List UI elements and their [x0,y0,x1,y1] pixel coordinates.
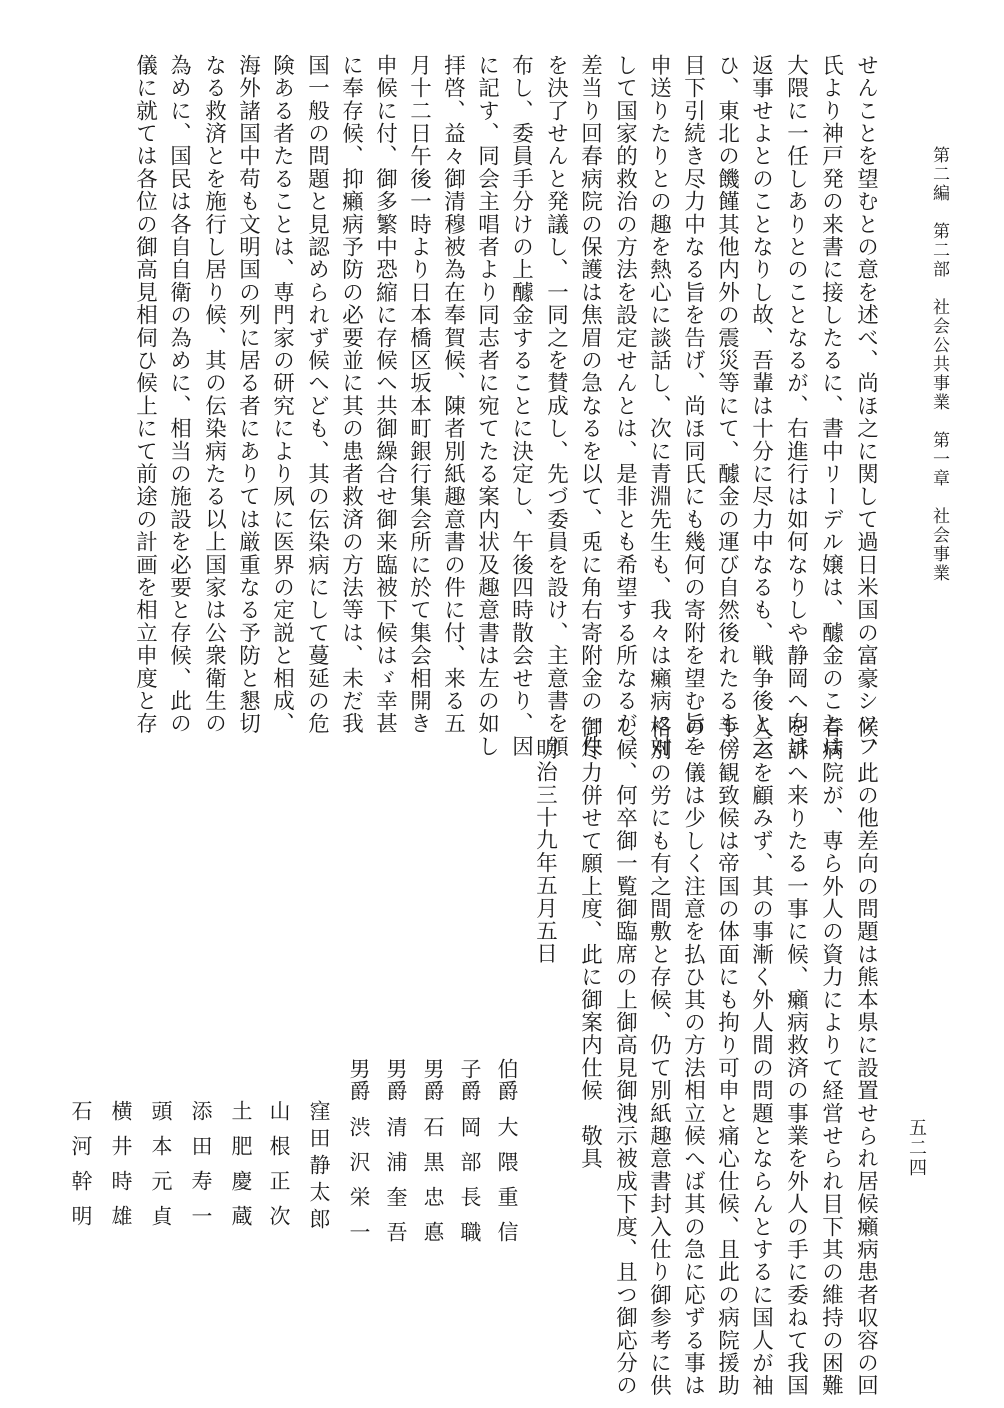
signatory [496,1058,517,1256]
signatory [459,1058,480,1256]
signatory-name: 横井時雄 [109,1100,133,1240]
text-line: 候、此の他差向の問題は熊本県に設置せられ居候癩病患者収容の回 [853,716,879,1397]
signatory [230,1100,251,1240]
text-line: を訴へ来りたる一事に候、癩病救済の事業を外人の手に委ねて我国 [783,716,809,1397]
signatory [422,1058,443,1256]
page-number: 五二四 [906,1118,927,1178]
text-line: 春病院が、専ら外人の資力によりて経営せられ目下其の維持の困難 [818,716,844,1397]
text-line: 拝啓、益々御清穆被為在奉賀候、陳者別紙趣意書の件に付、来る五 [440,54,466,735]
text-line: 布し、委員手分けの上醵金することに決定し、午後四時散会せり、因 [508,54,534,758]
text-line: 手傍観致候は帝国の体面にも拘り可申と痛心仕候、且此の病院援助 [714,716,740,1397]
signatory-title: 伯爵 [495,1058,519,1102]
running-header: 第二編 第二部 社会公共事業 第一章 社会事業 [929,146,949,583]
text-line: 大隈に一任しありとのことなるが、右進行は如何なりしや静岡へ向け [783,54,809,758]
text-line: ひ、東北の饑饉其他内外の震災等にて、醵金の運び自然後れたるも、 [714,54,740,758]
text-line: を決了せんと発議し、一同之を賛成し、先づ委員を設け、主意書を頒 [543,54,569,758]
text-line: 険ある者たることは、専門家の研究により夙に医界の定説と相成、 [269,54,295,735]
signatory-name: 渋沢栄一 [347,1116,371,1256]
text-line: 為めに、国民は各自自衛の為めに、相当の施設を必要と存候、此の [166,54,192,735]
signatory-name: 石河幹明 [69,1100,93,1240]
signatory-name: 石黒忠悳 [421,1116,445,1256]
signatory-name: 清浦奎吾 [384,1116,408,1256]
text-line: 国一般の問題と見認められず候へども、其の伝染病にして蔓延の危 [304,54,330,735]
text-line: なる救済とを施行し居り候、其の伝染病たる以上国家は公衆衛生の [201,54,227,735]
signatory-name: 山根正次 [267,1100,291,1240]
letter-date: 明治三十九年五月五日 [532,738,558,965]
text-line: し候、何卒御一覧御臨席の上御高見御洩示被成下度、且つ御応分の [612,716,638,1397]
text-line: 御尽力併せて願上度、此に御案内仕候 敬具 [577,716,603,1170]
signatory-title: 男爵 [421,1058,445,1102]
text-line: に奉存候、抑癩病予防の必要並に其の患者救済の方法等は、未だ我 [338,54,364,735]
signatory [190,1100,211,1240]
signatory [268,1100,289,1240]
text-line: 氏より神戸発の来書に接したるに、書中リーデル嬢は、醵金のことは [818,54,844,758]
text-line: に記す、同会主唱者より同志者に宛てたる案内状及趣意書は左の如し [474,54,500,758]
text-line: せんことを望むとの意を述べ、尚ほ之に関して過日米国の富豪シツフ [853,54,879,758]
text-line: 月十二日午後一時より日本橋区坂本町銀行集会所に於て集会相開き [406,54,432,735]
text-line: 申送りたりとの趣を熱心に談話し、次に青淵先生も、我々は癩病に対 [646,54,672,758]
text-line: 返事せよとのことなりし故、吾輩は十分に尽力中なるも、戦争後と云 [748,54,774,758]
signatory [308,1100,329,1235]
signatory [110,1100,131,1240]
signatory [385,1058,406,1256]
signatory [70,1100,91,1240]
signatory-name: 大隈重信 [495,1116,519,1256]
signatory-name: 窪田静太郎 [307,1100,331,1235]
signatory-name: 添田寿一 [189,1100,213,1240]
signatory-title: 男爵 [384,1058,408,1102]
text-line: して国家的救治の方法を設定せんとは、是非とも希望する所なるが、 [612,54,638,758]
text-line: の一儀は少しく注意を払ひ其の方法相立候へば其の急に応ずる事は [680,716,706,1397]
signatory [150,1100,171,1240]
text-line: 人之を顧みず、其の事漸く外人間の問題とならんとするに国人が袖 [748,716,774,1397]
text-line: 差当り回春病院の保護は焦眉の急なるを以て、兎に角右寄附金の一件 [577,54,603,758]
signatory-name: 土肥慶蔵 [229,1100,253,1240]
signatory-name: 頭本元貞 [149,1100,173,1240]
text-line: 申候に付、御多繁中恐縮に存候へ共御繰合せ御来臨被下候はゞ幸甚 [372,54,398,735]
signatory-title: 子爵 [458,1058,482,1102]
text-line: 海外諸国中苟も文明国の列に居る者にありては厳重なる予防と懇切 [235,54,261,735]
signatory [348,1058,369,1256]
text-line: 儀に就ては各位の御高見相伺ひ候上にて前途の計画を相立申度と存 [132,54,158,735]
signatory-title: 男爵 [347,1058,371,1102]
text-line: 格別の労にも有之間敷と存候、仍て別紙趣意書封入仕り御参考に供 [646,716,672,1397]
text-line: 目下引続き尽力中なる旨を告げ、尚ほ同氏にも幾何の寄附を望む旨を [680,54,706,758]
signatory-name: 岡部長職 [458,1116,482,1256]
